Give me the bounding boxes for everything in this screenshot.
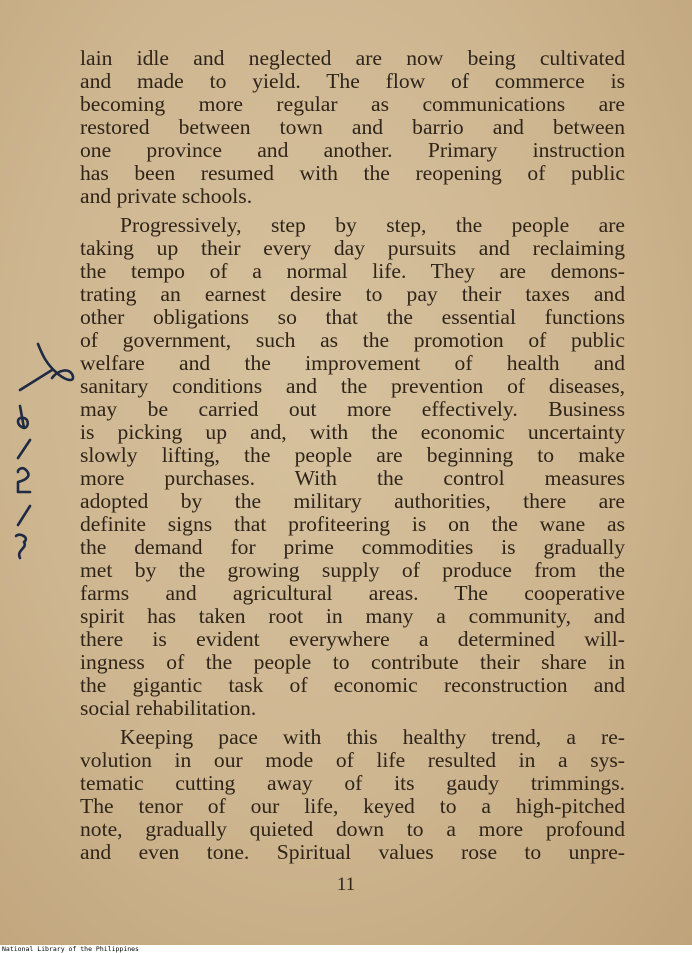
text-line: The tenor of our life, keyed to a high-pitched — [80, 794, 625, 818]
text-line: taking up their every day pursuits and reclaiming — [80, 236, 625, 260]
text-line: social rehabilitation. — [80, 696, 257, 720]
text-line: definite signs that profiteering is on the wane as — [80, 512, 625, 536]
text-line: becoming more regular as communications are — [80, 92, 625, 116]
text-line: and private schools. — [80, 184, 253, 208]
text-line: one province and another. Primary instruction — [80, 138, 625, 162]
text-line: volution in our mode of life resulted in a sys- — [80, 748, 625, 772]
text-line: spirit has taken root in many a community, and — [80, 604, 625, 628]
text-line: welfare and the improvement of health and — [80, 351, 625, 375]
text-line: trating an earnest desire to pay their taxes and — [80, 282, 625, 306]
body-text — [80, 47, 625, 870]
text-line: and even tone. Spiritual values rose to unpre- — [80, 840, 625, 864]
text-line: lain idle and neglected are now being cultivated — [80, 46, 625, 70]
page-number: 11 — [336, 874, 356, 895]
text-line: the demand for prime commodities is gradually — [80, 535, 625, 559]
text-line: Keeping pace with this healthy trend, a re- — [120, 725, 625, 749]
text-line: has been resumed with the reopening of public — [80, 161, 625, 185]
handwritten-date-note — [8, 330, 78, 560]
text-line: tematic cutting away of its gaudy trimmings. — [80, 771, 625, 795]
text-line: the gigantic task of economic reconstruction and — [80, 673, 625, 697]
text-line: may be carried out more effectively. Business — [80, 397, 625, 421]
text-line: ingness of the people to contribute their share in — [80, 650, 625, 674]
paragraph — [80, 726, 625, 864]
paragraph — [80, 214, 625, 720]
text-line: farms and agricultural areas. The cooperative — [80, 581, 625, 605]
text-line: other obligations so that the essential functions — [80, 305, 625, 329]
text-line: note, gradually quieted down to a more profound — [80, 817, 625, 841]
library-credit: National Library of the Philippines — [2, 945, 139, 953]
text-line: of government, such as the promotion of public — [80, 328, 625, 352]
text-line: is picking up and, with the economic uncertainty — [80, 420, 625, 444]
text-line: there is evident everywhere a determined will- — [80, 627, 625, 651]
text-line: more purchases. With the control measures — [80, 466, 625, 490]
text-line: and made to yield. The flow of commerce is — [80, 69, 625, 93]
text-line: adopted by the military authorities, there are — [80, 489, 625, 513]
paragraph — [80, 47, 625, 208]
text-line: the tempo of a normal life. They are demons- — [80, 259, 625, 283]
text-line: met by the growing supply of produce from the — [80, 558, 625, 582]
text-line: sanitary conditions and the prevention of diseases, — [80, 374, 625, 398]
text-line: Progressively, step by step, the people are — [120, 213, 625, 237]
text-line: slowly lifting, the people are beginning to make — [80, 443, 625, 467]
text-line: restored between town and barrio and between — [80, 115, 625, 139]
